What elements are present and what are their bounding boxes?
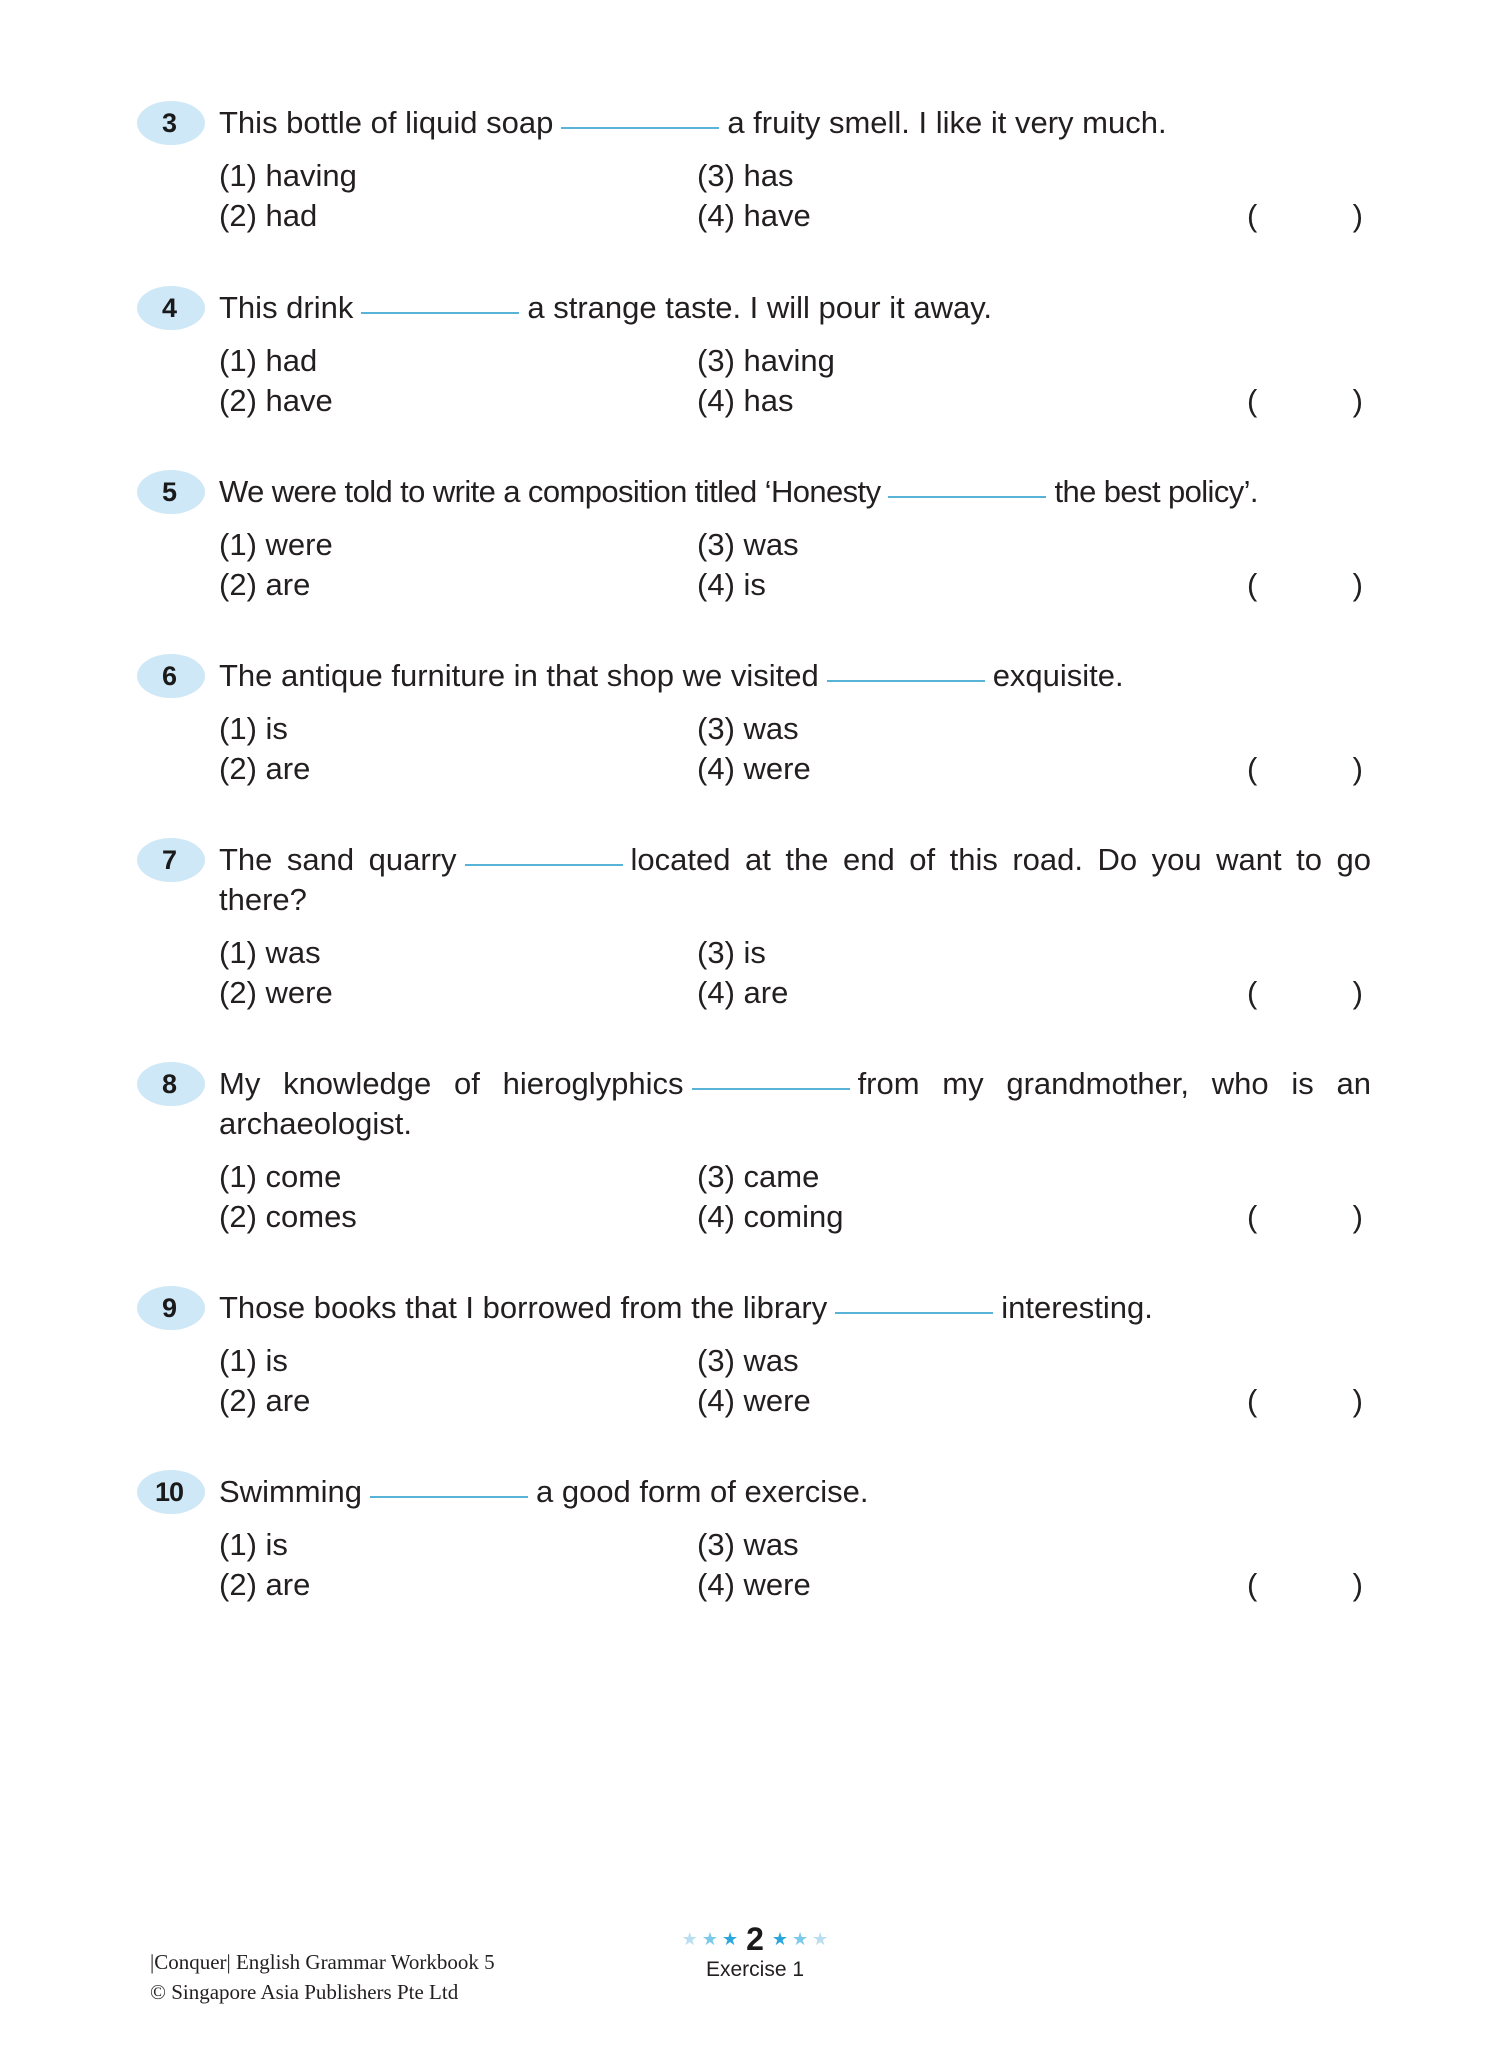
answer-bracket[interactable]: ( ) bbox=[1247, 751, 1363, 786]
exercise-label: Exercise 1 bbox=[705, 1958, 805, 1981]
option-4[interactable]: (4) were bbox=[697, 1567, 811, 1602]
question-number-badge: 6 bbox=[137, 654, 205, 698]
option-2[interactable]: (2) have bbox=[219, 383, 333, 418]
footer-page-info bbox=[660, 1922, 850, 1982]
book-title: |Conquer| English Grammar Workbook 5 bbox=[150, 1950, 495, 1974]
question-stem: This bottle of liquid soap a fruity smell. I like it very much. bbox=[219, 105, 1167, 140]
answer-blank[interactable] bbox=[827, 679, 985, 682]
question-number-badge: 9 bbox=[137, 1286, 205, 1330]
option-2[interactable]: (2) were bbox=[219, 975, 333, 1010]
question-stem: The sand quarry located at the end of this road. Do you want to go there? bbox=[219, 842, 1372, 917]
option-2[interactable]: (2) are bbox=[219, 751, 311, 786]
star-icon: ★ bbox=[792, 1929, 809, 1949]
option-3[interactable]: (3) was bbox=[697, 711, 799, 746]
option-2[interactable]: (2) comes bbox=[219, 1199, 357, 1234]
answer-bracket[interactable]: ( ) bbox=[1247, 1567, 1363, 1602]
answer-blank[interactable] bbox=[692, 1087, 850, 1090]
option-3[interactable]: (3) has bbox=[697, 158, 794, 193]
option-2[interactable]: (2) are bbox=[219, 567, 311, 602]
question-stem: This drink a strange taste. I will pour it away. bbox=[219, 290, 993, 325]
option-4[interactable]: (4) is bbox=[697, 567, 766, 602]
copyright: © Singapore Asia Publishers Pte Ltd bbox=[150, 1980, 459, 2004]
question-6 bbox=[137, 656, 1367, 786]
option-4[interactable]: (4) were bbox=[697, 751, 811, 786]
options bbox=[219, 341, 1367, 421]
question-3 bbox=[137, 103, 1367, 233]
question-stem: The antique furniture in that shop we visited exquisite. bbox=[219, 658, 1124, 693]
option-3[interactable]: (3) was bbox=[697, 1343, 799, 1378]
option-1[interactable]: (1) is bbox=[219, 711, 288, 746]
option-1[interactable]: (1) had bbox=[219, 343, 318, 378]
answer-bracket[interactable]: ( ) bbox=[1247, 567, 1363, 602]
star-icon: ★ bbox=[812, 1929, 829, 1949]
question-stem: Those books that I borrowed from the library interesting. bbox=[219, 1290, 1153, 1325]
option-1[interactable]: (1) was bbox=[219, 935, 321, 970]
question-stem: Swimming a good form of exercise. bbox=[219, 1474, 869, 1509]
options bbox=[219, 1525, 1367, 1605]
option-3[interactable]: (3) was bbox=[697, 527, 799, 562]
options bbox=[219, 156, 1367, 236]
question-number-badge: 7 bbox=[137, 838, 205, 882]
answer-bracket[interactable]: ( ) bbox=[1247, 383, 1363, 418]
answer-blank[interactable] bbox=[561, 126, 719, 129]
answer-bracket[interactable]: ( ) bbox=[1247, 198, 1363, 233]
question-9 bbox=[137, 1288, 1367, 1418]
option-1[interactable]: (1) is bbox=[219, 1527, 288, 1562]
option-2[interactable]: (2) are bbox=[219, 1383, 311, 1418]
option-3[interactable]: (3) having bbox=[697, 343, 835, 378]
option-2[interactable]: (2) had bbox=[219, 198, 318, 233]
option-4[interactable]: (4) were bbox=[697, 1383, 811, 1418]
question-4 bbox=[137, 288, 1367, 418]
answer-blank[interactable] bbox=[465, 863, 623, 866]
option-1[interactable]: (1) were bbox=[219, 527, 333, 562]
option-4[interactable]: (4) are bbox=[697, 975, 789, 1010]
page-number-row bbox=[660, 1922, 850, 1956]
options bbox=[219, 1157, 1367, 1237]
option-3[interactable]: (3) came bbox=[697, 1159, 820, 1194]
options bbox=[219, 709, 1367, 789]
option-4[interactable]: (4) has bbox=[697, 383, 794, 418]
answer-blank[interactable] bbox=[835, 1311, 993, 1314]
star-icon: ★ bbox=[721, 1929, 739, 1949]
answer-blank[interactable] bbox=[370, 1495, 528, 1498]
question-8 bbox=[137, 1064, 1372, 1234]
star-icon: ★ bbox=[771, 1929, 789, 1949]
answer-bracket[interactable]: ( ) bbox=[1247, 1199, 1363, 1234]
question-5 bbox=[137, 472, 1367, 602]
question-stem: My knowledge of hieroglyphics from my grandmother, who is an archaeologist. bbox=[219, 1066, 1372, 1141]
options bbox=[219, 1341, 1367, 1421]
question-number-badge: 8 bbox=[137, 1062, 205, 1106]
options bbox=[219, 933, 1367, 1013]
option-2[interactable]: (2) are bbox=[219, 1567, 311, 1602]
question-10 bbox=[137, 1472, 1367, 1602]
option-3[interactable]: (3) is bbox=[697, 935, 766, 970]
question-7 bbox=[137, 840, 1372, 1010]
answer-bracket[interactable]: ( ) bbox=[1247, 1383, 1363, 1418]
question-number-badge: 3 bbox=[137, 101, 205, 145]
option-4[interactable]: (4) have bbox=[697, 198, 811, 233]
footer-publisher bbox=[150, 1947, 495, 2007]
question-stem: We were told to write a composition titled ‘Honesty the best policy’. bbox=[219, 474, 1258, 509]
star-icon: ★ bbox=[701, 1929, 718, 1949]
star-icon: ★ bbox=[681, 1929, 698, 1949]
option-3[interactable]: (3) was bbox=[697, 1527, 799, 1562]
option-1[interactable]: (1) having bbox=[219, 158, 357, 193]
answer-blank[interactable] bbox=[361, 311, 519, 314]
question-number-badge: 10 bbox=[137, 1470, 205, 1514]
options bbox=[219, 525, 1367, 605]
question-number-badge: 4 bbox=[137, 286, 205, 330]
page-number: 2 bbox=[746, 1921, 764, 1957]
option-4[interactable]: (4) coming bbox=[697, 1199, 844, 1234]
question-number-badge: 5 bbox=[137, 470, 205, 514]
option-1[interactable]: (1) is bbox=[219, 1343, 288, 1378]
option-1[interactable]: (1) come bbox=[219, 1159, 342, 1194]
answer-blank[interactable] bbox=[888, 495, 1046, 498]
answer-bracket[interactable]: ( ) bbox=[1247, 975, 1363, 1010]
